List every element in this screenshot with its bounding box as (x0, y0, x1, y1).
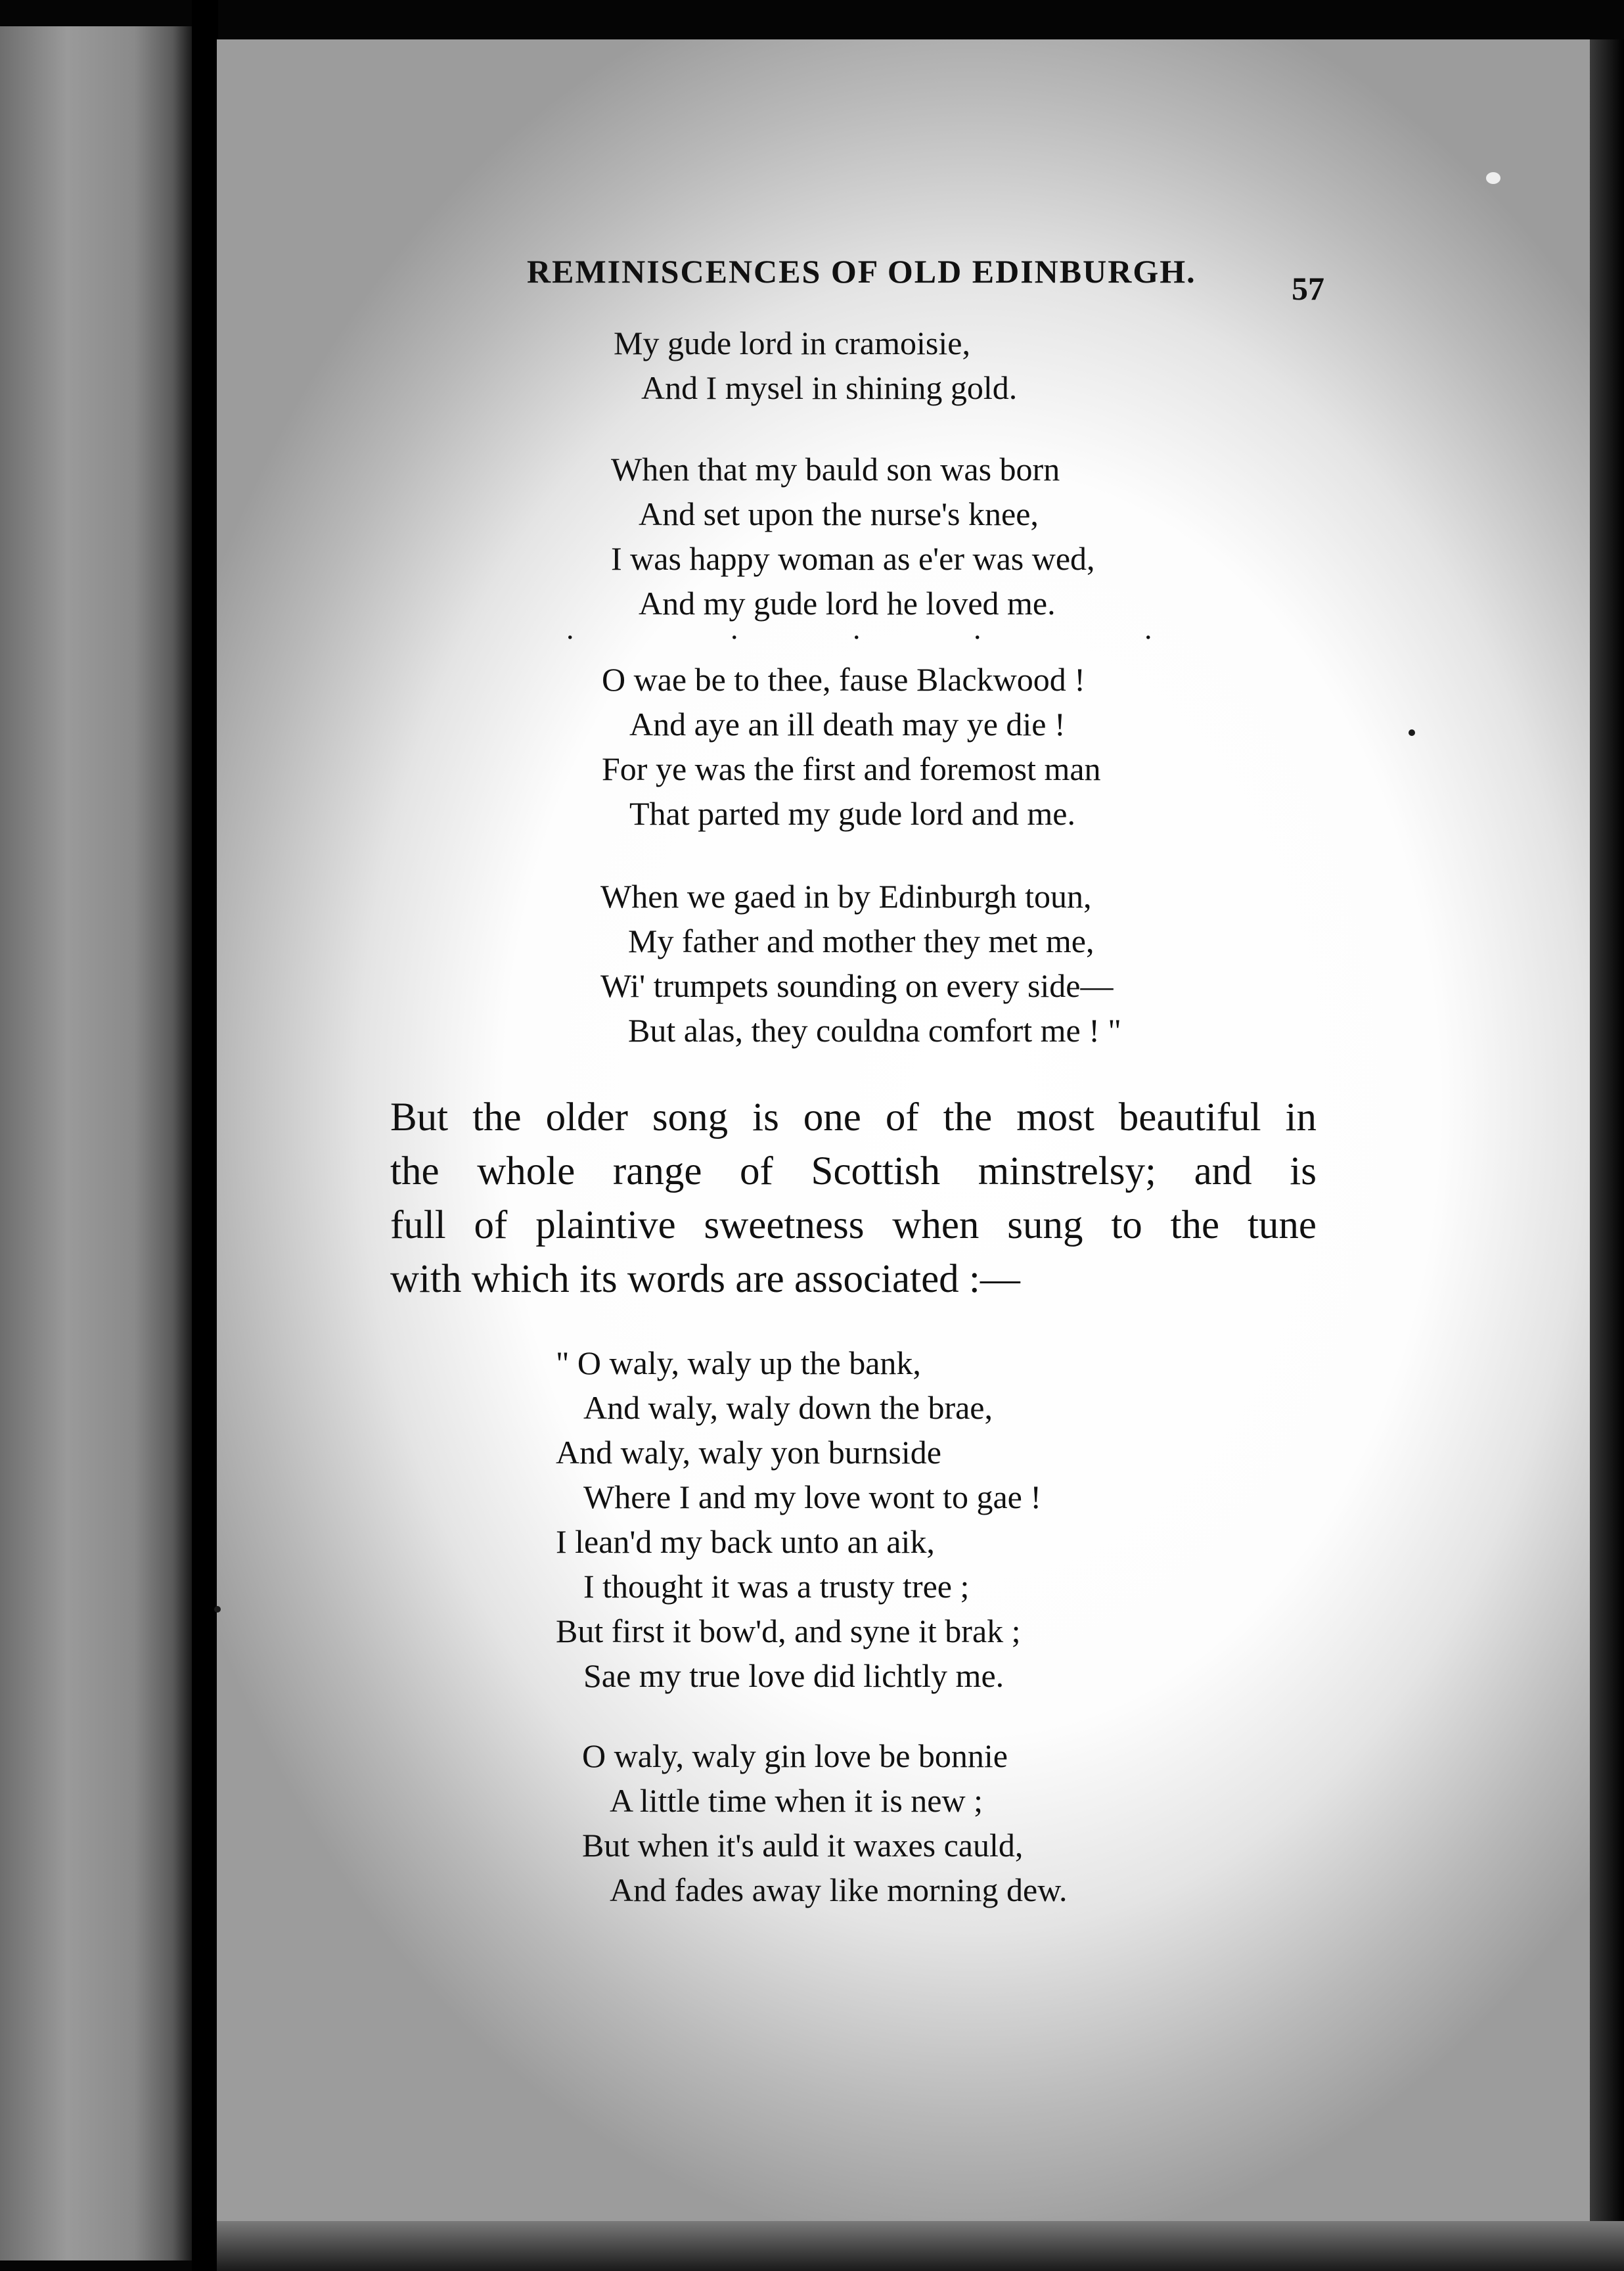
verse-line: But first it bow'd, and syne it brak ; (556, 1613, 1021, 1649)
ellipsis-dot: . (566, 612, 574, 645)
verse-line: A little time when it is new ; (610, 1782, 983, 1819)
ellipsis-dot: . (853, 612, 861, 645)
scan-speck (1486, 172, 1500, 184)
verse-line: For ye was the first and foremost man (602, 750, 1101, 787)
page-edge-shadow-right (1590, 39, 1624, 2271)
ellipsis-dot: . (731, 612, 738, 645)
verse-line: And I mysel in shining gold. (641, 369, 1018, 406)
facing-page-edge (0, 26, 192, 2260)
verse-line: I was happy woman as e'er was wed, (611, 540, 1095, 577)
verse-line: But alas, they couldna comfort me ! " (628, 1012, 1121, 1049)
stanza (582, 1733, 1068, 1912)
prose-paragraph (390, 1091, 1317, 1306)
stanza (614, 321, 1017, 410)
prose-line: full of plaintive sweetness when sung to the tune (390, 1203, 1317, 1247)
stanza (602, 657, 1101, 836)
verse-line: " O waly, waly up the bank, (556, 1344, 921, 1381)
verse-line: When that my bauld son was born (611, 451, 1060, 488)
verse-line: And waly, waly down the brae, (583, 1389, 993, 1426)
ellipsis-dot: . (1144, 612, 1152, 645)
verse-line: Wi' trumpets sounding on every side— (600, 967, 1114, 1004)
page-edge-shadow-bottom (217, 2221, 1624, 2271)
ellipsis-dot: . (974, 612, 981, 645)
scan-speck (1409, 729, 1415, 736)
prose-line: But the older song is one of the most beautiful in (390, 1095, 1317, 1139)
verse-line: Where I and my love wont to gae ! (583, 1479, 1041, 1515)
verse-line: My father and mother they met me, (628, 923, 1094, 959)
verse-line: I thought it was a trusty tree ; (583, 1568, 970, 1605)
verse-line: Sae my true love did lichtly me. (583, 1657, 1004, 1694)
verse-line: But when it's auld it waxes cauld, (582, 1827, 1024, 1864)
verse-line: And set upon the nurse's knee, (639, 495, 1039, 532)
verse-line: And my gude lord he loved me. (639, 585, 1056, 622)
running-head: REMINISCENCES OF OLD EDINBURGH. (527, 253, 1196, 290)
verse-line: O waly, waly gin love be bonnie (582, 1737, 1008, 1774)
prose-line: the whole range of Scottish minstrelsy; and is (390, 1149, 1317, 1193)
verse-line: That parted my gude lord and me. (629, 795, 1075, 832)
verse-line: And fades away like morning dew. (610, 1871, 1068, 1908)
verse-line: My gude lord in cramoisie, (614, 325, 970, 361)
verse-line: O wae be to thee, fause Blackwood ! (602, 661, 1085, 698)
prose-line: with which its words are associated :— (390, 1257, 1020, 1301)
verse-line: And aye an ill death may ye die ! (629, 706, 1066, 743)
verse-line: I lean'd my back unto an aik, (556, 1523, 935, 1560)
stanza (556, 1341, 1041, 1698)
page-number: 57 (1292, 270, 1324, 307)
verse-line: And waly, waly yon burnside (556, 1434, 941, 1471)
stanza (600, 874, 1121, 1053)
scan-speck (214, 1606, 221, 1613)
stanza (611, 447, 1095, 626)
verse-line: When we gaed in by Edinburgh toun, (600, 878, 1092, 915)
ellipsis-dots (566, 611, 1158, 645)
book-gutter (192, 0, 218, 2271)
